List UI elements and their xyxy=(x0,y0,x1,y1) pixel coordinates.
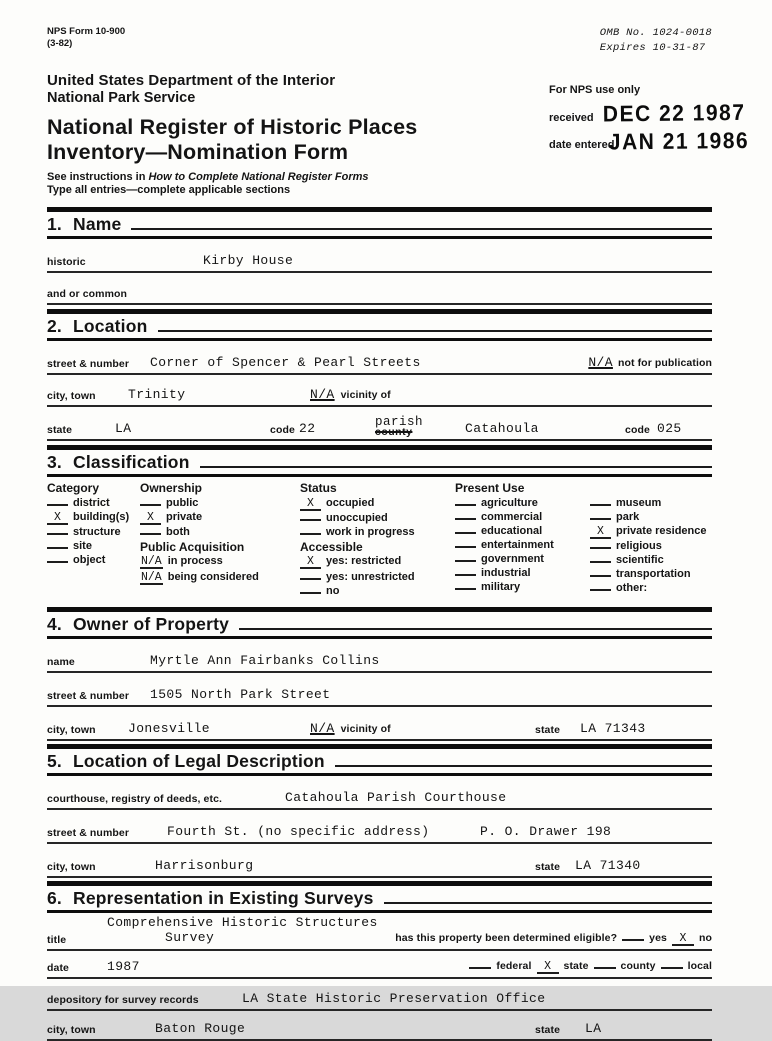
checkbox-blank xyxy=(590,518,611,520)
section-rule xyxy=(131,228,712,230)
checkbox-blank xyxy=(590,575,611,577)
checkbox-blank: X xyxy=(300,556,321,569)
checkbox-label: private xyxy=(166,510,203,523)
section-legal xyxy=(47,744,712,878)
checkbox-blank: X xyxy=(590,526,611,539)
checkbox-item-religious xyxy=(590,541,712,553)
section-title: 5. Location of Legal Description xyxy=(47,750,325,771)
eligible-group xyxy=(395,932,712,946)
owner-vicinity-group xyxy=(310,721,391,736)
checkbox-label: museum xyxy=(616,496,662,509)
survey-city-value: Baton Rouge xyxy=(155,1020,246,1036)
checkbox-label: religious xyxy=(616,540,662,553)
checkbox-label: agriculture xyxy=(481,496,538,509)
legal-state-value: LA 71340 xyxy=(575,857,641,873)
checkbox-item-museum xyxy=(590,498,712,510)
received-date-stamp: DEC 22 1987 xyxy=(602,100,746,127)
section-title: 6. Representation in Existing Surveys xyxy=(47,887,374,908)
checkbox-item-site xyxy=(47,541,140,553)
checkbox-item-agriculture xyxy=(455,498,590,510)
survey-state-value: LA xyxy=(585,1020,602,1036)
checkbox-label: work in progress xyxy=(326,526,415,539)
state-blank: X xyxy=(537,961,559,974)
checkbox-label: transportation xyxy=(616,568,691,581)
checkbox-item-public xyxy=(140,498,300,510)
code2-label: code xyxy=(625,423,650,436)
county-code-value: 025 xyxy=(657,420,682,436)
checkbox-label: occupied xyxy=(326,496,375,509)
nps-use-label: For NPS use only xyxy=(549,84,641,96)
survey-state-label: state xyxy=(535,1023,561,1036)
checkbox-item-private xyxy=(140,512,300,525)
checkbox-blank: N/A xyxy=(141,570,162,584)
checkbox-blank xyxy=(455,560,476,562)
checkbox-blank xyxy=(300,578,321,580)
checkbox-label: in process xyxy=(167,555,223,568)
date-entered-stamp: JAN 21 1986 xyxy=(608,128,750,155)
checkbox-blank xyxy=(455,504,476,506)
legal-street-row xyxy=(47,814,712,844)
street-number-value: Corner of Spencer & Pearl Streets xyxy=(150,354,421,370)
survey-city-label: city, town xyxy=(47,1023,96,1036)
present-use-header: Present Use xyxy=(455,480,525,495)
checkbox-label: entertainment xyxy=(481,538,554,551)
street-number-label: street & number xyxy=(47,357,130,370)
checkbox-blank xyxy=(455,588,476,590)
checkbox-item-scientific xyxy=(590,555,712,567)
code-label: code xyxy=(270,423,295,436)
checkbox-label: structure xyxy=(73,526,121,539)
section-surveys xyxy=(47,881,712,1041)
checkbox-blank xyxy=(140,504,161,506)
eligible-yes-label: yes xyxy=(649,931,667,944)
section-rule xyxy=(384,902,713,904)
checkbox-blank xyxy=(47,533,68,535)
eligible-question-label: has this property been determined eligible? xyxy=(395,931,618,944)
checkbox-blank xyxy=(455,574,476,576)
section-surveys-header xyxy=(47,881,712,913)
present-use-column xyxy=(455,482,712,600)
present-use-subcolumn-1 xyxy=(455,498,590,598)
checkbox-label: unoccupied xyxy=(326,512,388,525)
checkbox-item-transportation xyxy=(590,569,712,581)
instructions-line1: See instructions in How to Complete National Register Forms xyxy=(47,171,369,183)
checkbox-item-military xyxy=(455,582,590,594)
survey-date-row xyxy=(47,953,712,979)
status-column xyxy=(300,482,455,600)
checkbox-label: industrial xyxy=(481,566,531,579)
form-title-line1: National Register of Historic Places xyxy=(47,115,418,140)
checkbox-item-industrial xyxy=(455,568,590,580)
checkbox-label: park xyxy=(616,510,640,523)
owner-state-value: LA 71343 xyxy=(580,720,646,736)
checkbox-item-buildings xyxy=(47,512,140,525)
checkbox-item-yes-unrestricted xyxy=(300,572,455,584)
checkbox-blank xyxy=(590,589,611,591)
legal-city-label: city, town xyxy=(47,860,96,873)
legal-street-value: Fourth St. (no specific address) xyxy=(167,823,430,839)
form-title xyxy=(47,115,527,164)
received-label: received xyxy=(549,112,594,124)
section-legal-header xyxy=(47,744,712,776)
checkbox-item-entertainment xyxy=(455,540,590,552)
present-use-subcolumn-2 xyxy=(590,498,712,598)
checkbox-label: private residence xyxy=(616,524,707,537)
checkbox-label: building(s) xyxy=(73,510,130,523)
vicinity-group xyxy=(310,387,391,402)
instructions-line2: Type all entries—complete applicable sections xyxy=(47,184,291,197)
section-owner-header xyxy=(47,607,712,639)
checkbox-label: yes: unrestricted xyxy=(326,570,415,583)
survey-title-label: title xyxy=(47,933,67,946)
status-header: Status xyxy=(300,480,337,495)
legal-street-value2: P. O. Drawer 198 xyxy=(480,823,612,839)
section-rule xyxy=(200,466,712,468)
checkbox-item-yes-restricted xyxy=(300,556,455,569)
survey-city-row xyxy=(47,1013,712,1041)
state-level-label: state xyxy=(563,959,589,972)
checkbox-label: educational xyxy=(481,524,543,537)
checkbox-blank: X xyxy=(300,498,321,511)
section-rule xyxy=(239,628,712,630)
section-name-header xyxy=(47,207,712,239)
legal-city-value: Harrisonburg xyxy=(155,857,254,873)
eligible-yes-blank xyxy=(622,939,644,941)
depository-row xyxy=(47,981,712,1011)
section-classification-header xyxy=(47,445,712,477)
section-rule xyxy=(335,765,712,767)
state-code-value: 22 xyxy=(299,420,316,436)
owner-vicinity-na: N/A xyxy=(310,720,335,736)
omb-expires: Expires 10-31-87 xyxy=(599,42,706,55)
survey-title-value: Comprehensive Historic Structures Survey xyxy=(107,914,378,945)
county-level-label: county xyxy=(620,959,656,972)
state-label: state xyxy=(47,423,73,436)
owner-street-value: 1505 North Park Street xyxy=(150,686,331,702)
checkbox-item-no xyxy=(300,586,455,598)
checkbox-item-unoccupied xyxy=(300,513,455,525)
checkbox-label: other: xyxy=(616,582,648,595)
form-number-block xyxy=(47,26,125,50)
checkbox-item-occupied xyxy=(300,498,455,511)
owner-street-label: street & number xyxy=(47,689,130,702)
historic-name-row xyxy=(47,243,712,273)
section-owner xyxy=(47,607,712,741)
survey-level-group xyxy=(469,960,712,974)
section-rule xyxy=(158,330,712,332)
public-acquisition-header: Public Acquisition xyxy=(140,540,245,555)
owner-name-value: Myrtle Ann Fairbanks Collins xyxy=(150,652,380,668)
form-revision: (3-82) xyxy=(47,37,73,49)
county-value: Catahoula xyxy=(465,420,539,436)
checkbox-blank xyxy=(140,533,161,535)
checkbox-blank xyxy=(47,547,68,549)
checkbox-blank xyxy=(590,504,611,506)
checkbox-label: government xyxy=(481,552,544,565)
date-entered-label: date entered xyxy=(549,139,615,151)
survey-date-label: date xyxy=(47,961,69,974)
historic-label: historic xyxy=(47,255,86,268)
checkbox-label: being considered xyxy=(167,570,259,583)
owner-name-row xyxy=(47,643,712,673)
checkbox-item-in-process xyxy=(140,556,300,569)
checkbox-blank xyxy=(47,561,68,563)
courthouse-row xyxy=(47,780,712,810)
instructions-manual-title: How to Complete National Register Forms xyxy=(148,171,369,183)
checkbox-blank xyxy=(455,532,476,534)
section-location-header xyxy=(47,309,712,341)
courthouse-value: Catahoula Parish Courthouse xyxy=(285,789,507,805)
owner-city-label: city, town xyxy=(47,723,96,736)
omb-number: OMB No. 1024-0018 xyxy=(599,27,712,39)
checkbox-item-being-considered xyxy=(140,572,300,585)
checkbox-blank: X xyxy=(47,512,68,525)
historic-value: Kirby House xyxy=(203,252,294,268)
legal-city-row xyxy=(47,848,712,878)
owner-state-label: state xyxy=(535,723,561,736)
accessible-header: Accessible xyxy=(300,540,363,555)
checkbox-item-government xyxy=(455,554,590,566)
checkbox-label: commercial xyxy=(481,510,543,523)
section-title: 3. Classification xyxy=(47,451,190,472)
depository-label: depository for survey records xyxy=(47,993,199,1006)
checkbox-label: site xyxy=(73,540,92,553)
depository-value: LA State Historic Preservation Office xyxy=(242,990,546,1006)
federal-blank xyxy=(469,967,491,969)
checkbox-blank: N/A xyxy=(141,555,162,569)
classification-body xyxy=(47,477,712,607)
checkbox-label: public xyxy=(166,496,199,509)
owner-city-value: Jonesville xyxy=(128,720,211,736)
county-blank xyxy=(594,967,616,969)
ownership-header: Ownership xyxy=(140,480,203,495)
checkbox-item-educational xyxy=(455,526,590,538)
section-classification xyxy=(47,445,712,607)
state-value: LA xyxy=(115,420,132,436)
checkbox-item-district xyxy=(47,498,140,510)
owner-street-row xyxy=(47,677,712,707)
checkbox-item-park xyxy=(590,512,712,524)
section-title: 1. Name xyxy=(47,213,122,234)
owner-city-row xyxy=(47,711,712,741)
courthouse-label: courthouse, registry of deeds, etc. xyxy=(47,792,223,805)
county-label-struck: county xyxy=(375,425,413,438)
checkbox-item-both xyxy=(140,527,300,539)
checkbox-blank xyxy=(590,547,611,549)
checkbox-blank xyxy=(300,519,321,521)
checkbox-label: no xyxy=(326,584,340,597)
agency-line2: National Park Service xyxy=(47,90,196,107)
county-parish-stack xyxy=(375,414,424,438)
survey-date-value: 1987 xyxy=(107,958,140,974)
checkbox-item-other xyxy=(590,583,712,595)
federal-label: federal xyxy=(496,959,532,972)
common-name-row xyxy=(47,277,712,305)
checkbox-blank: X xyxy=(140,512,161,525)
local-blank xyxy=(661,967,683,969)
checkbox-label: yes: restricted xyxy=(326,555,402,568)
checkbox-item-private-residence xyxy=(590,526,712,539)
checkbox-blank xyxy=(47,504,68,506)
checkbox-item-structure xyxy=(47,527,140,539)
nps-use-box xyxy=(549,84,764,168)
eligible-no-blank: X xyxy=(672,933,694,946)
checkbox-item-commercial xyxy=(455,512,590,524)
legal-street-label: street & number xyxy=(47,826,130,839)
ownership-column xyxy=(140,482,300,600)
not-for-publication-label: not for publication xyxy=(617,356,712,369)
owner-vicinity-label: vicinity of xyxy=(340,722,391,735)
category-header: Category xyxy=(47,480,100,495)
form-header-row xyxy=(47,26,712,56)
form-number: NPS Form 10-900 xyxy=(47,26,126,37)
legal-state-label: state xyxy=(535,860,561,873)
checkbox-blank xyxy=(300,533,321,535)
local-label: local xyxy=(687,959,712,972)
form-title-line2: Inventory—Nomination Form xyxy=(47,139,349,164)
omb-block xyxy=(600,26,712,56)
agency-line1: United States Department of the Interior xyxy=(47,72,336,90)
checkbox-item-work-in-progress xyxy=(300,527,455,539)
vicinity-label: vicinity of xyxy=(340,388,391,401)
checkbox-label: scientific xyxy=(616,554,664,567)
not-for-publication-na: N/A xyxy=(588,354,613,370)
section-name xyxy=(47,207,712,305)
survey-title-row xyxy=(47,915,712,951)
vicinity-na: N/A xyxy=(310,386,335,402)
checkbox-label: object xyxy=(73,554,106,567)
city-town-value: Trinity xyxy=(128,386,186,402)
city-town-row xyxy=(47,379,712,407)
city-town-label: city, town xyxy=(47,389,96,402)
checkbox-blank xyxy=(300,592,321,594)
checkbox-blank xyxy=(455,518,476,520)
checkbox-label: district xyxy=(73,496,110,509)
section-title: 2. Location xyxy=(47,315,148,336)
checkbox-item-object xyxy=(47,555,140,567)
eligible-no-label: no xyxy=(698,931,712,944)
common-name-label: and or common xyxy=(47,287,128,300)
checkbox-label: military xyxy=(481,580,521,593)
instructions xyxy=(47,171,712,198)
state-county-row xyxy=(47,411,712,441)
checkbox-blank xyxy=(455,546,476,548)
parish-overtype: parish xyxy=(375,414,424,429)
section-location xyxy=(47,309,712,441)
section-title: 4. Owner of Property xyxy=(47,613,230,634)
owner-name-label: name xyxy=(47,655,75,668)
checkbox-blank xyxy=(590,561,611,563)
category-column xyxy=(47,482,140,600)
checkbox-label: both xyxy=(166,526,190,539)
not-for-publication-group xyxy=(588,355,712,370)
street-number-row xyxy=(47,345,712,375)
